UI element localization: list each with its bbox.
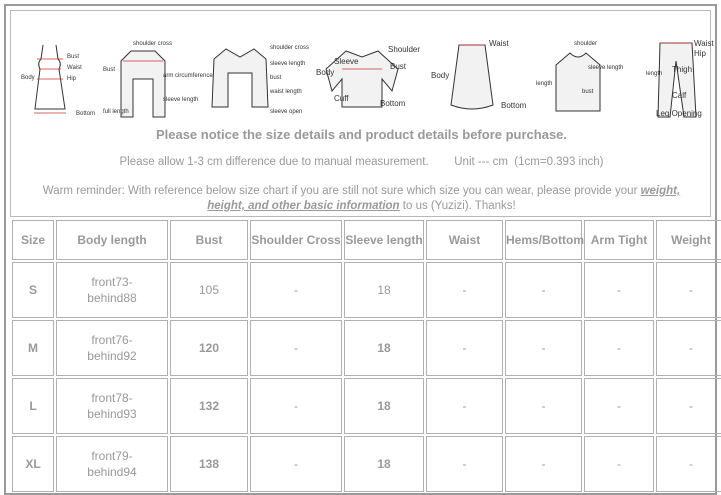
table-row	[12, 320, 721, 376]
bust-cell: 138	[170, 436, 248, 492]
column-header: Sleeve length	[344, 220, 424, 260]
weight-cell: -	[656, 378, 721, 434]
body-length-front: front76-	[91, 333, 133, 347]
body-length-behind: behind93	[87, 407, 137, 421]
garment-label: length	[536, 81, 553, 87]
garment-label: shoulder	[574, 41, 598, 47]
garment-label: length	[646, 71, 663, 77]
skirt-diagram	[431, 39, 536, 127]
garment-label: waist length	[270, 89, 302, 95]
sleeve-cell: 18	[344, 378, 424, 434]
size-guide-header	[10, 10, 714, 217]
hoodie-diagram	[536, 39, 646, 127]
garment-label: sleeve length	[588, 65, 624, 71]
column-header: Bust	[170, 220, 248, 260]
jacket-diagram	[206, 39, 311, 127]
shoulder-cell: -	[250, 378, 342, 434]
garment-label: Hip	[694, 49, 707, 58]
skirt-icon	[431, 39, 536, 127]
purchase-notice: Please notice the size details and product details before purchase.	[155, 127, 568, 142]
weight-cell: -	[656, 436, 721, 492]
column-header: Size	[12, 220, 54, 260]
waist-cell: -	[426, 320, 503, 376]
bust-cell: 120	[170, 320, 248, 376]
body-length-cell	[56, 262, 168, 318]
body-length-front: front78-	[91, 391, 133, 405]
body-length-behind: behind92	[87, 349, 137, 363]
body-length-front: front73-	[91, 275, 133, 289]
bust-cell: 105	[170, 262, 248, 318]
garment-label: sleeve open	[270, 109, 303, 115]
garment-label: Waist	[694, 39, 714, 48]
body-length-front: front79-	[91, 449, 133, 463]
garment-label: Body	[431, 71, 450, 80]
shoulder-cell: -	[250, 320, 342, 376]
body-length-cell	[56, 320, 168, 376]
garment-label: Bust	[67, 54, 80, 60]
garment-label: Bottom	[380, 99, 406, 108]
waist-cell: -	[426, 378, 503, 434]
garment-label: Bottom	[501, 101, 527, 110]
reminder-emphasis: weight, height, and other basic information	[207, 185, 681, 212]
garment-label: bust	[270, 75, 282, 81]
hems-cell: -	[505, 320, 582, 376]
garment-label: Thigh	[672, 65, 693, 74]
garment-label: Waist	[67, 65, 82, 71]
garment-label: sleeve length	[270, 61, 306, 67]
shoulder-cell: -	[250, 262, 342, 318]
garment-label: Body	[316, 68, 335, 77]
garment-label: Sleeve	[334, 57, 359, 66]
table-row	[12, 262, 721, 318]
weight-cell: -	[656, 262, 721, 318]
warm-reminder	[39, 184, 684, 214]
garment-measurement-strip	[21, 39, 714, 127]
waist-cell: -	[426, 436, 503, 492]
column-header: Hems/Bottom	[505, 220, 582, 260]
sleeve-cell: 18	[344, 262, 424, 318]
garment-label: Bottom	[76, 111, 96, 117]
garment-label: Calf	[672, 91, 687, 100]
garment-label: Waist	[489, 39, 509, 48]
size-table	[10, 218, 721, 494]
garment-label: Body	[21, 75, 35, 81]
size-table-wrapper	[10, 218, 711, 494]
garment-label: Cuff	[334, 94, 349, 103]
body-length-behind: behind94	[87, 465, 137, 479]
pants-diagram	[646, 39, 716, 127]
table-row	[12, 378, 721, 434]
column-header: Body length	[56, 220, 168, 260]
weight-cell: -	[656, 320, 721, 376]
garment-label: bust	[582, 89, 594, 95]
body-length-behind: behind88	[87, 291, 137, 305]
coat-diagram	[101, 39, 213, 127]
arm-cell: -	[584, 320, 654, 376]
body-length-cell	[56, 378, 168, 434]
column-header: Arm Tight	[584, 220, 654, 260]
size-cell: S	[12, 262, 54, 318]
waist-cell: -	[426, 262, 503, 318]
garment-label: shoulder cross	[133, 41, 173, 47]
sleeve-cell: 18	[344, 320, 424, 376]
column-header: Weight	[656, 220, 721, 260]
column-header: Shoulder Cross	[250, 220, 342, 260]
size-cell: XL	[12, 436, 54, 492]
sweater-diagram	[316, 39, 426, 127]
hems-cell: -	[505, 262, 582, 318]
reminder-text: Warm reminder: With reference below size chart if you are still not sure which size you can wear, please provide your	[42, 185, 641, 197]
measurement-allowance: Please allow 1-3 cm difference due to manual measurement. Unit --- cm (1cm=0.393 inch)	[119, 156, 604, 168]
body-length-cell	[56, 436, 168, 492]
garment-label: Bust	[103, 67, 116, 73]
garment-label: Leg Opening	[656, 109, 702, 118]
sleeve-cell: 18	[344, 436, 424, 492]
reminder-text-end: to us (Yuzizi). Thanks!	[399, 200, 516, 212]
table-row	[12, 436, 721, 492]
garment-label: Bust	[390, 62, 407, 71]
garment-label: arm circumference	[163, 73, 213, 79]
shoulder-cell: -	[250, 436, 342, 492]
arm-cell: -	[584, 378, 654, 434]
garment-label: shoulder cross	[270, 45, 310, 51]
arm-cell: -	[584, 436, 654, 492]
garment-label: full length	[103, 109, 129, 115]
garment-label: Hip	[67, 76, 77, 82]
hems-cell: -	[505, 436, 582, 492]
bust-cell: 132	[170, 378, 248, 434]
size-cell: L	[12, 378, 54, 434]
garment-label: Shoulder	[388, 45, 421, 54]
size-cell: M	[12, 320, 54, 376]
hoodie-icon	[536, 39, 646, 127]
arm-cell: -	[584, 262, 654, 318]
hems-cell: -	[505, 378, 582, 434]
dress-diagram	[21, 39, 96, 127]
size-chart-frame	[4, 4, 717, 495]
garment-label: sleeve length	[163, 97, 199, 103]
column-header: Waist	[426, 220, 503, 260]
table-header-row	[12, 220, 721, 260]
